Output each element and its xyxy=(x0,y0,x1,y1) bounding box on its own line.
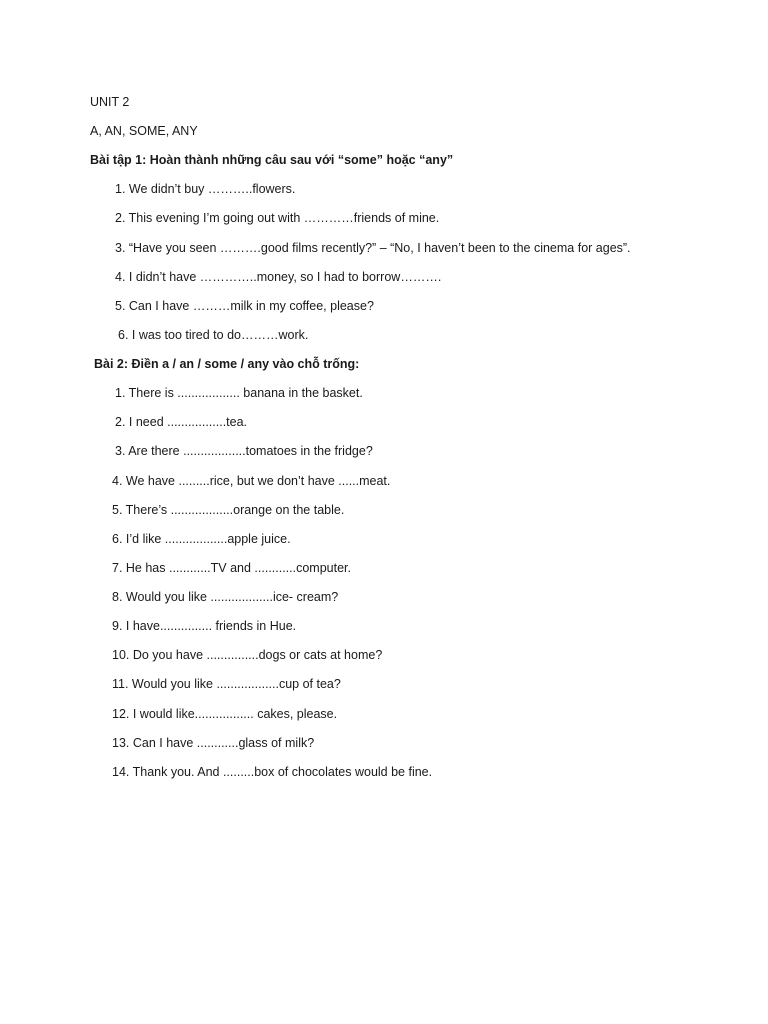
unit-title: UNIT 2 xyxy=(90,95,130,109)
topic-title: A, AN, SOME, ANY xyxy=(90,124,198,138)
exercise2-item: 12. I would like................. cakes, please. xyxy=(112,707,338,721)
exercise2-item: 14. Thank you. And .........box of chocolates would be fine. xyxy=(112,765,433,779)
exercise2-item: 7. He has ............TV and ............computer. xyxy=(112,561,351,575)
exercise2-item: 10. Do you have ...............dogs or cats at home? xyxy=(112,648,383,662)
exercise1-item: 6. I was too tired to do………work. xyxy=(118,328,309,342)
exercise1-item: 3. “Have you seen ……….good films recently?” – “No, I haven’t been to the cinema for ages”. xyxy=(115,241,631,255)
exercise2-item: 1. There is .................. banana in the basket. xyxy=(115,386,363,400)
exercise2-item: 13. Can I have ............glass of milk? xyxy=(112,736,315,750)
exercise2-item: 11. Would you like ..................cup of tea? xyxy=(112,677,341,691)
exercise1-item: 1. We didn’t buy ………..flowers. xyxy=(115,182,296,196)
exercise1-heading: Bài tập 1: Hoàn thành những câu sau với “some” hoặc “any” xyxy=(90,153,454,167)
exercise1-item: 2. This evening I’m going out with …………friends of mine. xyxy=(115,211,440,225)
exercise2-item: 3. Are there ..................tomatoes in the fridge? xyxy=(115,444,373,458)
exercise1-item: 5. Can I have ………milk in my coffee, please? xyxy=(115,299,374,313)
exercise2-item: 9. I have............... friends in Hue. xyxy=(112,619,297,633)
exercise2-item: 2. I need .................tea. xyxy=(115,415,248,429)
exercise2-item: 8. Would you like ..................ice- cream? xyxy=(112,590,339,604)
exercise2-item: 6. I’d like ..................apple juice. xyxy=(112,532,291,546)
exercise2-item: 5. There’s ..................orange on the table. xyxy=(112,503,345,517)
exercise2-item: 4. We have .........rice, but we don’t have ......meat. xyxy=(112,474,391,488)
exercise1-item: 4. I didn’t have …………..money, so I had to borrow………. xyxy=(115,270,442,284)
exercise2-heading: Bài 2: Điền a / an / some / any vào chỗ trống: xyxy=(94,357,360,371)
